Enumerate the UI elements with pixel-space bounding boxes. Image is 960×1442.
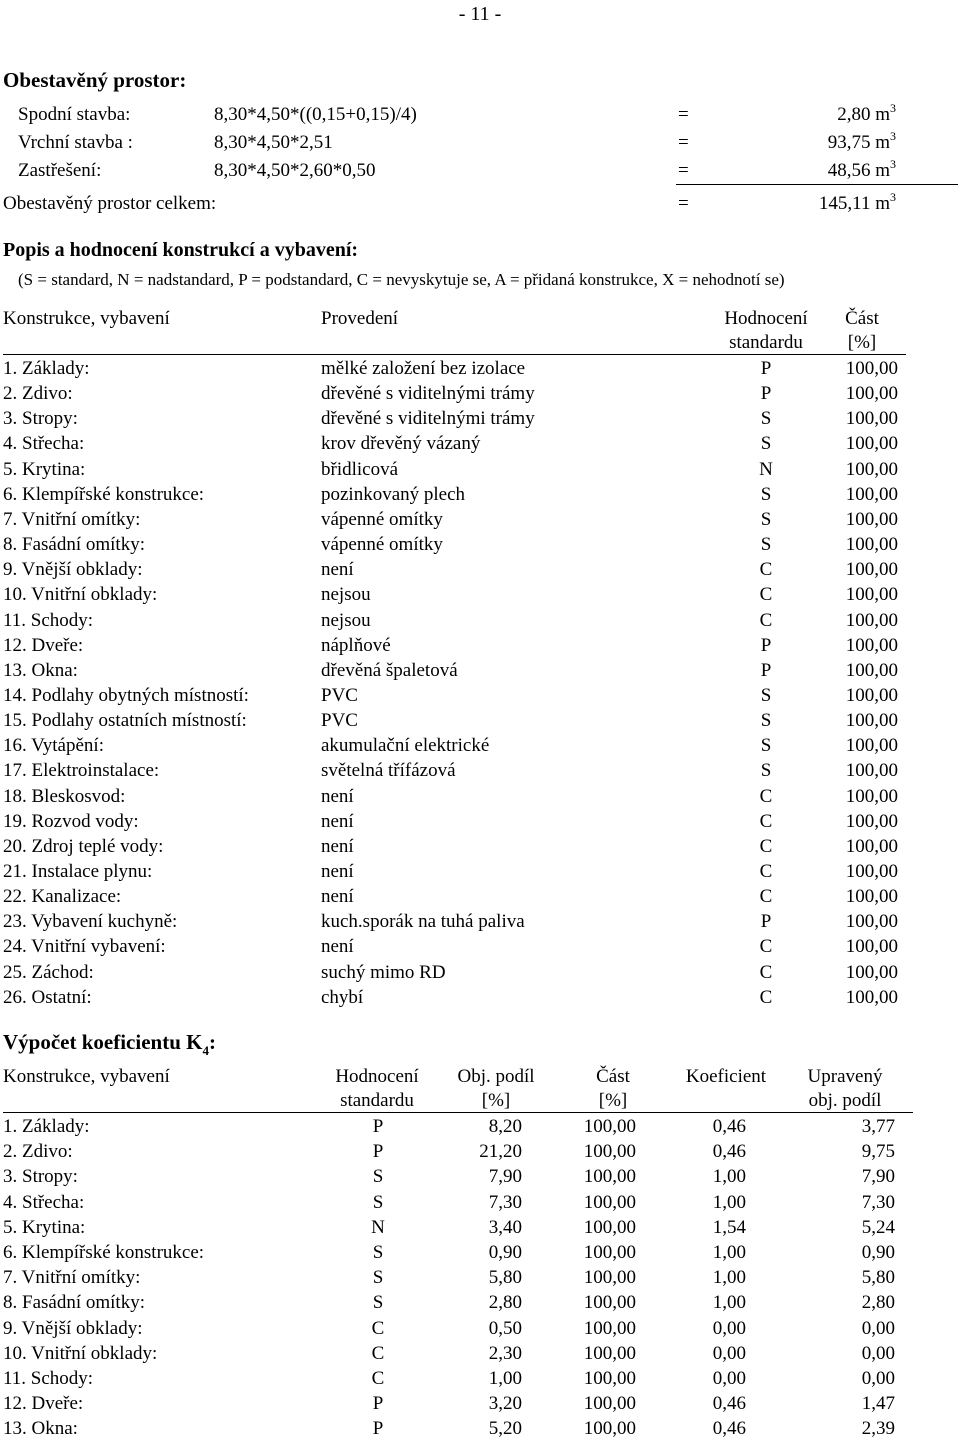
construction-cell-item: 14. Podlahy obytných místností: (3, 685, 249, 706)
construction-cell-share: 100,00 (845, 635, 898, 656)
k4-cell-share: 100,00 (583, 1343, 636, 1364)
volume-total-label: Obestavěný prostor celkem: (3, 193, 217, 214)
k4-cell-coefficient: 0,46 (712, 1393, 746, 1414)
k4-cell-share: 100,00 (583, 1418, 636, 1439)
construction-cell-item: 20. Zdroj teplé vody: (3, 836, 164, 857)
construction-cell-share: 100,00 (845, 459, 898, 480)
construction-cell-rating: S (760, 509, 772, 530)
k4-cell-coefficient: 1,54 (712, 1217, 746, 1238)
volume-row-unit-sup: 3 (890, 129, 896, 143)
construction-cell-execution: dřevěná špaletová (321, 660, 458, 681)
k4-cell-adjusted: 5,80 (861, 1267, 895, 1288)
volume-row-unit-sup: 3 (890, 101, 896, 115)
volume-row-formula: 8,30*4,50*2,60*0,50 (214, 160, 376, 181)
construction-cell-execution: PVC (321, 685, 358, 706)
construction-header-col3b: standardu (729, 332, 803, 353)
volume-total-number: 145,11 m (818, 193, 890, 214)
k4-cell-coefficient: 0,46 (712, 1141, 746, 1162)
construction-cell-execution: nejsou (321, 584, 371, 605)
k4-header-col3a: Obj. podíl (457, 1066, 535, 1087)
k4-header-col4a: Část (596, 1066, 630, 1087)
construction-cell-execution: suchý mimo RD (321, 962, 446, 983)
k4-cell-share: 100,00 (583, 1368, 636, 1389)
page-number-text: - 11 - (458, 3, 502, 25)
k4-cell-coefficient: 0,00 (712, 1343, 746, 1364)
construction-cell-item: 3. Stropy: (3, 408, 78, 429)
construction-cell-share: 100,00 (845, 559, 898, 580)
k4-cell-adjusted: 0,90 (861, 1242, 895, 1263)
construction-cell-rating: C (759, 584, 773, 605)
construction-cell-share: 100,00 (845, 534, 898, 555)
construction-cell-share: 100,00 (845, 811, 898, 832)
total-divider (676, 184, 958, 185)
k4-cell-coefficient: 1,00 (712, 1242, 746, 1263)
volume-row-eq: = (678, 132, 689, 153)
construction-cell-item: 1. Základy: (3, 358, 90, 379)
volume-total-eq: = (678, 193, 689, 214)
construction-cell-item: 16. Vytápění: (3, 735, 104, 756)
construction-cell-execution: vápenné omítky (321, 509, 443, 530)
construction-cell-rating: S (760, 408, 772, 429)
construction-cell-execution: není (321, 886, 354, 907)
construction-cell-item: 11. Schody: (3, 610, 94, 631)
k4-cell-share: 100,00 (583, 1192, 636, 1213)
volume-row-eq: = (678, 160, 689, 181)
construction-cell-execution: světelná třífázová (321, 760, 456, 781)
k4-header-col2a: Hodnocení (335, 1066, 419, 1087)
k4-cell-item: 5. Krytina: (3, 1217, 86, 1238)
k4-cell-item: 2. Zdivo: (3, 1141, 73, 1162)
k4-cell-share: 100,00 (583, 1217, 636, 1238)
construction-cell-share: 100,00 (845, 861, 898, 882)
construction-cell-execution: kuch.sporák na tuhá paliva (321, 911, 525, 932)
volume-row-number: 2,80 m (837, 104, 890, 125)
k4-cell-rating: S (372, 1267, 384, 1288)
construction-cell-share: 100,00 (845, 610, 898, 631)
k4-heading (3, 1030, 216, 1058)
k4-cell-item: 7. Vnitřní omítky: (3, 1267, 141, 1288)
construction-cell-item: 10. Vnitřní obklady: (3, 584, 158, 605)
k4-cell-item: 6. Klempířské konstrukce: (3, 1242, 205, 1263)
k4-header-col5: Koeficient (685, 1066, 767, 1087)
k4-cell-obj-share: 0,90 (488, 1242, 522, 1263)
k4-cell-adjusted: 0,00 (861, 1318, 895, 1339)
k4-cell-item: 11. Schody: (3, 1368, 94, 1389)
construction-cell-share: 100,00 (845, 509, 898, 530)
k4-cell-rating: S (372, 1192, 384, 1213)
construction-cell-rating: S (760, 735, 772, 756)
construction-cell-item: 7. Vnitřní omítky: (3, 509, 141, 530)
construction-header-col1: Konstrukce, vybavení (3, 308, 170, 329)
k4-cell-rating: S (372, 1292, 384, 1313)
construction-cell-item: 5. Krytina: (3, 459, 86, 480)
construction-cell-rating: C (759, 610, 773, 631)
volume-row-value (700, 157, 896, 181)
construction-cell-rating: S (760, 710, 772, 731)
construction-cell-execution: není (321, 786, 354, 807)
construction-cell-share: 100,00 (845, 433, 898, 454)
construction-cell-share: 100,00 (845, 660, 898, 681)
k4-cell-share: 100,00 (583, 1318, 636, 1339)
k4-cell-rating: P (372, 1418, 384, 1439)
volume-row-value (700, 101, 896, 125)
k4-cell-rating: P (372, 1116, 384, 1137)
k4-cell-adjusted: 5,24 (861, 1217, 895, 1238)
k4-cell-adjusted: 9,75 (861, 1141, 895, 1162)
construction-cell-rating: P (760, 660, 772, 681)
construction-cell-share: 100,00 (845, 685, 898, 706)
k4-header-col6a: Upravený (807, 1066, 883, 1087)
construction-cell-execution: není (321, 936, 354, 957)
construction-cell-rating: P (760, 383, 772, 404)
construction-cell-item: 12. Dveře: (3, 635, 84, 656)
construction-cell-item: 19. Rozvod vody: (3, 811, 139, 832)
volume-row-label: Vrchní stavba : (18, 132, 133, 153)
construction-cell-item: 6. Klempířské konstrukce: (3, 484, 205, 505)
volume-total-unit-sup: 3 (890, 190, 896, 204)
k4-heading-sub: 4 (202, 1043, 209, 1058)
k4-cell-obj-share: 8,20 (488, 1116, 522, 1137)
construction-cell-rating: P (760, 358, 772, 379)
volume-row-label: Zastřešení: (18, 160, 102, 181)
k4-cell-item: 9. Vnější obklady: (3, 1318, 143, 1339)
construction-cell-execution: není (321, 836, 354, 857)
k4-cell-item: 8. Fasádní omítky: (3, 1292, 145, 1313)
k4-cell-coefficient: 0,46 (712, 1116, 746, 1137)
construction-cell-share: 100,00 (845, 987, 898, 1008)
construction-cell-item: 23. Vybavení kuchyně: (3, 911, 178, 932)
construction-cell-item: 25. Záchod: (3, 962, 94, 983)
construction-cell-item: 4. Střecha: (3, 433, 85, 454)
construction-cell-rating: C (759, 811, 773, 832)
construction-header-col2: Provedení (321, 308, 399, 329)
k4-cell-obj-share: 5,20 (488, 1418, 522, 1439)
k4-cell-item: 10. Vnitřní obklady: (3, 1343, 158, 1364)
k4-header-col3b: [%] (481, 1090, 511, 1111)
construction-cell-rating: C (759, 861, 773, 882)
k4-cell-adjusted: 2,80 (861, 1292, 895, 1313)
construction-legend: (S = standard, N = nadstandard, P = podstandard, C = nevyskytuje se, A = přidaná konstrukce, X = nehodnotí se) (18, 270, 785, 289)
volume-row-unit-sup: 3 (890, 157, 896, 171)
k4-cell-share: 100,00 (583, 1141, 636, 1162)
construction-cell-share: 100,00 (845, 760, 898, 781)
construction-cell-share: 100,00 (845, 358, 898, 379)
k4-heading-text: Výpočet koeficientu K (3, 1030, 203, 1054)
construction-cell-item: 15. Podlahy ostatních místností: (3, 710, 247, 731)
k4-cell-share: 100,00 (583, 1116, 636, 1137)
construction-cell-item: 2. Zdivo: (3, 383, 73, 404)
k4-cell-obj-share: 21,20 (479, 1141, 522, 1162)
construction-cell-rating: S (760, 484, 772, 505)
construction-cell-item: 9. Vnější obklady: (3, 559, 143, 580)
volume-row-label: Spodní stavba: (18, 104, 131, 125)
construction-cell-share: 100,00 (845, 383, 898, 404)
construction-cell-execution: dřevěné s viditelnými trámy (321, 383, 535, 404)
construction-cell-rating: S (760, 685, 772, 706)
construction-cell-item: 17. Elektroinstalace: (3, 760, 160, 781)
construction-cell-rating: P (760, 635, 772, 656)
construction-cell-execution: krov dřevěný vázaný (321, 433, 481, 454)
k4-header-col4b: [%] (598, 1090, 628, 1111)
construction-cell-item: 26. Ostatní: (3, 987, 92, 1008)
k4-cell-obj-share: 3,20 (488, 1393, 522, 1414)
k4-cell-share: 100,00 (583, 1393, 636, 1414)
construction-cell-share: 100,00 (845, 886, 898, 907)
k4-cell-obj-share: 1,00 (488, 1368, 522, 1389)
k4-cell-adjusted: 7,30 (861, 1192, 895, 1213)
construction-cell-share: 100,00 (845, 836, 898, 857)
construction-cell-share: 100,00 (845, 786, 898, 807)
k4-cell-rating: N (371, 1217, 385, 1238)
construction-cell-rating: C (759, 962, 773, 983)
k4-cell-adjusted: 0,00 (861, 1343, 895, 1364)
k4-header-col1: Konstrukce, vybavení (3, 1066, 170, 1087)
k4-cell-rating: P (372, 1141, 384, 1162)
page-number (0, 4, 960, 24)
construction-cell-execution: mělké založení bez izolace (321, 358, 526, 379)
construction-cell-rating: P (760, 911, 772, 932)
construction-header-col3a: Hodnocení (724, 308, 808, 329)
k4-cell-rating: S (372, 1166, 384, 1187)
volume-row-number: 48,56 m (827, 160, 890, 181)
construction-cell-execution: akumulační elektrické (321, 735, 490, 756)
k4-cell-adjusted: 0,00 (861, 1368, 895, 1389)
k4-heading-colon: : (208, 1030, 216, 1054)
construction-cell-execution: náplňové (321, 635, 391, 656)
construction-cell-item: 21. Instalace plynu: (3, 861, 153, 882)
k4-header-divider (3, 1112, 913, 1113)
construction-cell-execution: PVC (321, 710, 358, 731)
k4-cell-share: 100,00 (583, 1292, 636, 1313)
k4-cell-share: 100,00 (583, 1242, 636, 1263)
k4-cell-rating: C (371, 1343, 385, 1364)
k4-cell-rating: C (371, 1318, 385, 1339)
k4-header-col2b: standardu (340, 1090, 414, 1111)
volume-row-formula: 8,30*4,50*2,51 (214, 132, 333, 153)
construction-cell-share: 100,00 (845, 710, 898, 731)
k4-cell-item: 1. Základy: (3, 1116, 90, 1137)
k4-cell-obj-share: 5,80 (488, 1267, 522, 1288)
construction-header-col4a: Část (845, 308, 879, 329)
k4-cell-adjusted: 2,39 (861, 1418, 895, 1439)
k4-cell-obj-share: 0,50 (488, 1318, 522, 1339)
k4-cell-coefficient: 1,00 (712, 1267, 746, 1288)
k4-cell-obj-share: 2,30 (488, 1343, 522, 1364)
k4-cell-obj-share: 7,30 (488, 1192, 522, 1213)
construction-cell-execution: nejsou (321, 610, 371, 631)
k4-cell-adjusted: 3,77 (861, 1116, 895, 1137)
volume-row-number: 93,75 m (827, 132, 890, 153)
volume-total-value (700, 190, 896, 214)
k4-cell-coefficient: 1,00 (712, 1166, 746, 1187)
construction-cell-execution: chybí (321, 987, 364, 1008)
k4-cell-rating: C (371, 1368, 385, 1389)
volume-row-eq: = (678, 104, 689, 125)
volume-row-formula: 8,30*4,50*((0,15+0,15)/4) (214, 104, 417, 125)
volume-row-value (700, 129, 896, 153)
construction-cell-rating: N (759, 459, 773, 480)
k4-cell-coefficient: 1,00 (712, 1292, 746, 1313)
construction-cell-share: 100,00 (845, 484, 898, 505)
k4-cell-coefficient: 0,46 (712, 1418, 746, 1439)
k4-cell-coefficient: 0,00 (712, 1368, 746, 1389)
construction-cell-rating: C (759, 786, 773, 807)
construction-cell-share: 100,00 (845, 911, 898, 932)
k4-cell-rating: S (372, 1242, 384, 1263)
construction-cell-item: 18. Bleskosvod: (3, 786, 126, 807)
construction-cell-item: 24. Vnitřní vybavení: (3, 936, 166, 957)
construction-cell-execution: není (321, 861, 354, 882)
k4-cell-adjusted: 1,47 (861, 1393, 895, 1414)
k4-cell-rating: P (372, 1393, 384, 1414)
construction-cell-rating: S (760, 760, 772, 781)
construction-cell-rating: C (759, 987, 773, 1008)
construction-cell-share: 100,00 (845, 936, 898, 957)
construction-cell-rating: C (759, 836, 773, 857)
k4-cell-obj-share: 2,80 (488, 1292, 522, 1313)
k4-cell-coefficient: 1,00 (712, 1192, 746, 1213)
construction-cell-share: 100,00 (845, 408, 898, 429)
construction-cell-execution: břidlicová (321, 459, 399, 480)
construction-cell-execution: pozinkovaný plech (321, 484, 466, 505)
k4-cell-share: 100,00 (583, 1267, 636, 1288)
construction-cell-rating: C (759, 936, 773, 957)
construction-header-divider (3, 354, 906, 355)
k4-cell-adjusted: 7,90 (861, 1166, 895, 1187)
k4-header-col6b: obj. podíl (808, 1090, 882, 1111)
construction-header-col4b: [%] (847, 332, 877, 353)
k4-cell-item: 3. Stropy: (3, 1166, 78, 1187)
construction-cell-rating: S (760, 433, 772, 454)
volume-heading: Obestavěný prostor: (3, 68, 187, 92)
k4-cell-obj-share: 7,90 (488, 1166, 522, 1187)
k4-cell-coefficient: 0,00 (712, 1318, 746, 1339)
k4-cell-share: 100,00 (583, 1166, 636, 1187)
construction-cell-item: 13. Okna: (3, 660, 78, 681)
construction-cell-execution: není (321, 811, 354, 832)
construction-cell-rating: C (759, 559, 773, 580)
construction-cell-execution: vápenné omítky (321, 534, 443, 555)
construction-cell-item: 8. Fasádní omítky: (3, 534, 145, 555)
construction-cell-execution: dřevěné s viditelnými trámy (321, 408, 535, 429)
construction-heading: Popis a hodnocení konstrukcí a vybavení: (3, 239, 359, 261)
construction-cell-share: 100,00 (845, 735, 898, 756)
k4-cell-obj-share: 3,40 (488, 1217, 522, 1238)
construction-cell-share: 100,00 (845, 962, 898, 983)
k4-cell-item: 13. Okna: (3, 1418, 78, 1439)
construction-cell-item: 22. Kanalizace: (3, 886, 122, 907)
construction-cell-share: 100,00 (845, 584, 898, 605)
k4-cell-item: 12. Dveře: (3, 1393, 84, 1414)
construction-cell-execution: není (321, 559, 354, 580)
k4-cell-item: 4. Střecha: (3, 1192, 85, 1213)
construction-cell-rating: S (760, 534, 772, 555)
construction-cell-rating: C (759, 886, 773, 907)
